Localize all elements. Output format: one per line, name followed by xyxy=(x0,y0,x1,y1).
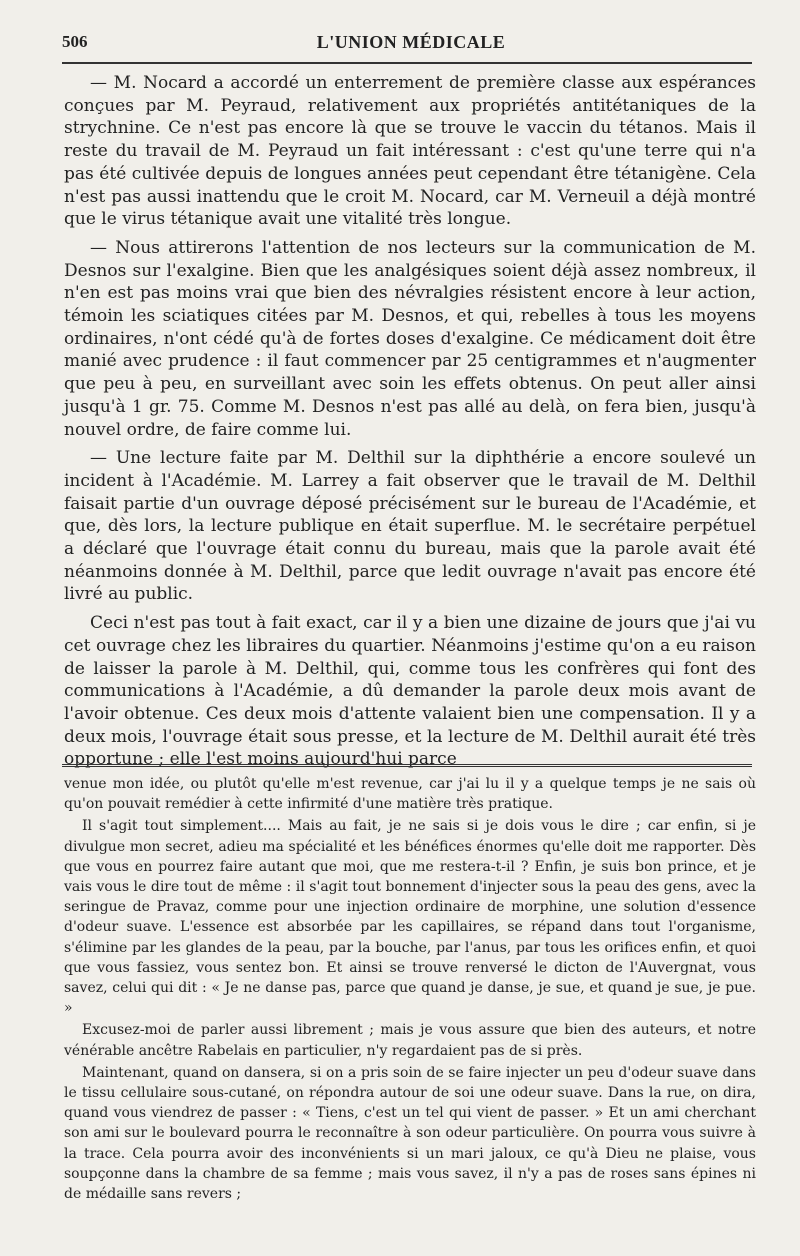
paragraph-delthil-continued: Ceci n'est pas tout à fait exact, car il y a bien une dizaine de jours que j'ai vu cet ouvrage chez les libraires du quartier. Néanmoins j'estime qu'on a eu raison de laisser la parole à M. Delthil, qui, comme tous les confrères qui font des communications à l'Académie, a dû demander la parole deux mois avant de l'avoir obtenue. Ces deux mois d'attente valaient bien une compensation. Il y a deux mois, l'ouvrage était sous presse, et la lecture de M. Delthil aurait été très opportune ; elle l'est moins aujourd'hui parce xyxy=(64,613,756,770)
paragraph-nocard: — M. Nocard a accordé un enterrement de première classe aux espérances conçues par M. Peyraud, relativement aux propriétés antitétaniques de la strychnine. Ce n'est pas encore là que se trouve le vaccin du tétanos. Mais il reste du travail de M. Peyraud un fait intéressant : c'est qu'une terre qui n'a pas été cultivée depuis de longues années peut cependant être tétanigène. Cela n'est pas aussi inattendu que le croit M. Nocard, car M. Verneuil a déjà montré que le virus tétanique avait une vitalité très longue. xyxy=(64,73,756,230)
paragraph-desnos: — Nous attirerons l'attention de nos lecteurs sur la communication de M. Desnos sur l'exalgine. Bien que les analgésiques soient déjà assez nombreux, il n'en est pas moins vrai que bien des névralgies résistent encore à leur action, témoin les sciatiques citées par M. Desnos, et qui, rebelles à tous les moyens ordinaires, n'ont cédé qu'à de fortes doses d'exalgine. Ce médicament doit être manié avec prudence : il faut commencer par 25 centigrammes et n'augmenter que peu à peu, en surveillant avec soin les effets obtenus. On peut aller ainsi jusqu'à 1 gr. 75. Comme M. Desnos n'est pas allé au delà, on fera bien, jusqu'à nouvel ordre, de faire comme lui. xyxy=(64,237,756,440)
feuilleton-paragraph: Il s'agit tout simplement.... Mais au fait, je ne sais si je dois vous le dire ; car enfin, si je divulgue mon secret, adieu ma spécialité et les bénéfices énormes qu'elle doit me rapporter. Dès que vous en pourrez faire autant que moi, que me restera-t-il ? Enfin, je suis bon prince, et je vais vous le dire tout de même : il s'agit tout bonnement d'injecter sous la peau des gens, avec la seringue de Pravaz, comme pour une injection ordinaire de morphine, une solution d'essence d'odeur suave. L'essence est absorbée par les capillaires, se répand dans tout l'organisme, s'élimine par les glandes de la peau, par la bouche, par l'anus, par tous les orifices enfin, et quoi que vous fassiez, vous sentez bon. Et ainsi se trouve renversé le dicton de l'Auvergnat, vous savez, celui qui dit : « Je ne danse pas, parce que quand je danse, je sue, et quand je sue, je pue. » xyxy=(64,818,756,1017)
journal-title: L'UNION MÉDICALE xyxy=(316,32,506,52)
page-number: 506 xyxy=(62,32,88,51)
feuilleton-paragraph: venue mon idée, ou plutôt qu'elle m'est revenue, car j'ai lu il y a quelque temps je ne sais où qu'on pouvait remédier à cette infirmité d'une matière très pratique. xyxy=(64,776,756,813)
feuilleton-section xyxy=(64,774,756,1206)
header-rule xyxy=(62,62,752,64)
paragraph-delthil: — Une lecture faite par M. Delthil sur la diphthérie a encore soulevé un incident à l'Académie. M. Larrey a fait observer que le travail de M. Delthil faisait partie d'un ouvrage déposé précisément sur le bureau de l'Académie, et que, dès lors, la lecture publique en était superflue. M. le secrétaire perpétuel a déclaré que l'ouvrage était connu du bureau, mais que la parole avait été néanmoins donnée à M. Delthil, parce que ledit ouvrage n'avait pas encore été livré au public. xyxy=(64,448,756,605)
feuilleton-paragraph: Excusez-moi de parler aussi librement ; mais je vous assure que bien des auteurs, et notre vénérable ancêtre Rabelais en particulier, n'y regardaient pas de si près. xyxy=(64,1022,756,1059)
feuilleton-divider xyxy=(62,764,752,767)
feuilleton-paragraph: Maintenant, quand on dansera, si on a pris soin de se faire injecter un peu d'odeur suave dans le tissu cellulaire sous-cutané, on répondra autour de soi une odeur suave. Dans la rue, on dira, quand vous viendrez de passer : « Tiens, c'est un tel qui vient de passer. » Et un ami cherchant son ami sur le boulevard pourra le reconnaître à son odeur particulière. On pourra vous suivre à la trace. Cela pourra avoir des inconvénients si un mari jaloux, ce qu'à Dieu ne plaise, vous soupçonne dans la chambre de sa femme ; mais vous savez, il n'y a pas de roses sans épines ni de médaille sans revers ; xyxy=(64,1064,756,1203)
page-header xyxy=(62,30,760,60)
main-article xyxy=(64,72,756,777)
